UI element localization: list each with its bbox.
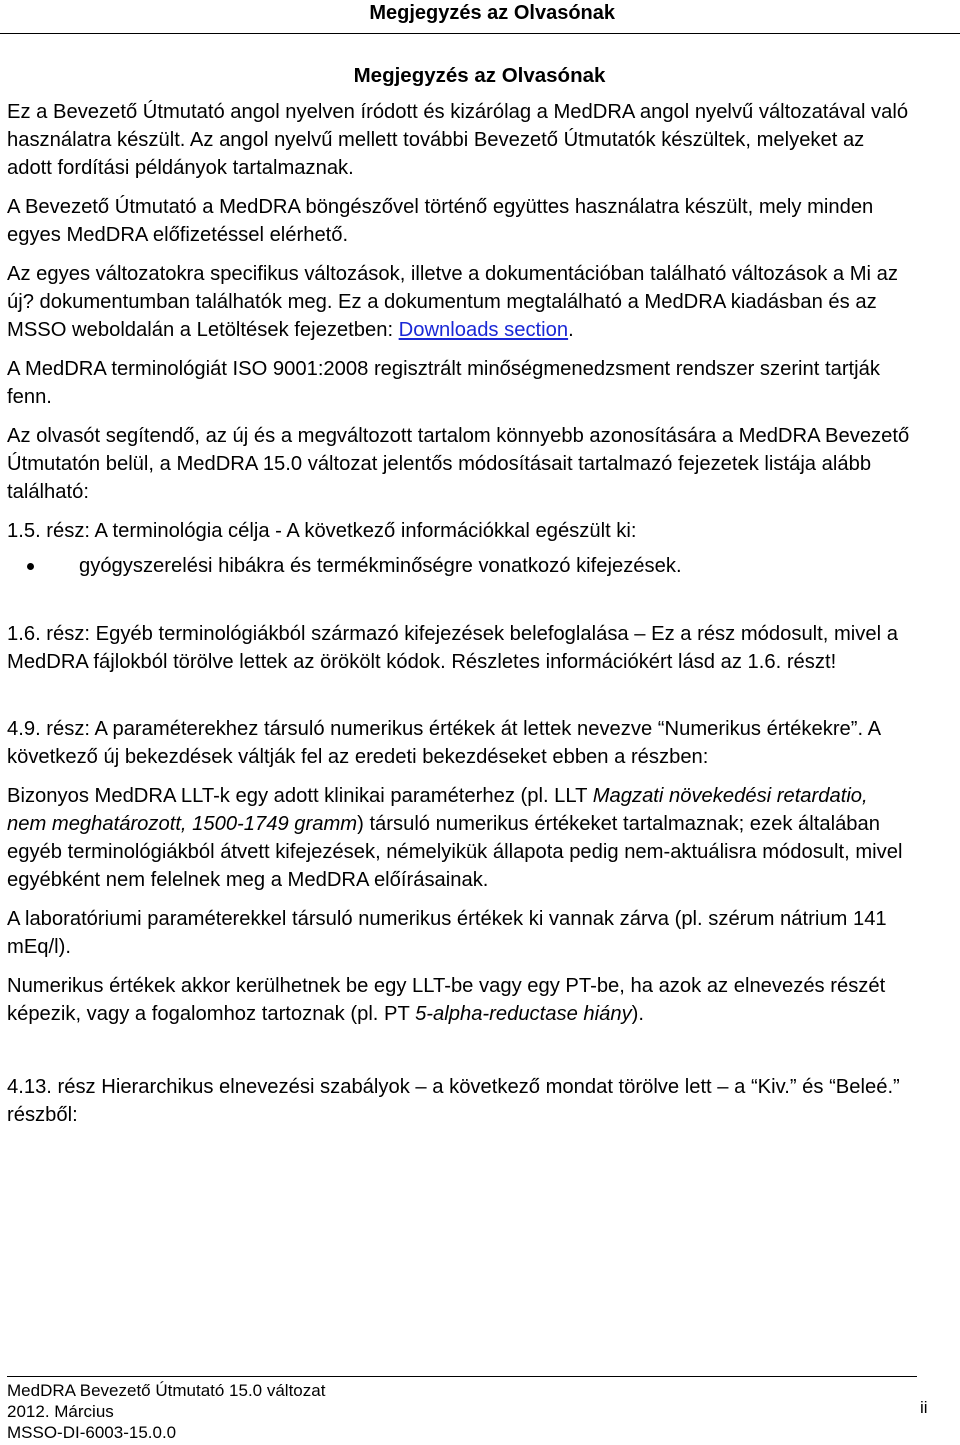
- page-number: ii: [920, 1398, 928, 1417]
- document-body: [7, 62, 912, 1140]
- header-rule: [0, 33, 960, 34]
- page-footer: [7, 1380, 325, 1443]
- paragraph-iso: A MedDRA terminológiát ISO 9001:2008 regisztrált minőségmenedzsment rendszer szerint tartják fenn.: [7, 358, 880, 408]
- bullet-icon: [27, 563, 34, 570]
- paragraph-intro: Ez a Bevezető Útmutató angol nyelven íródott és kizárólag a MedDRA angol nyelvű változatával való használatra készült. Az angol nyelvű mellett további Bevezető Útmutatók készültek, melyeket az adott fordítási példányok tartalmaznak.: [7, 101, 909, 179]
- list-item: [7, 552, 912, 580]
- spacer: [7, 1039, 912, 1073]
- running-header: Megjegyzés az Olvasónak: [369, 2, 615, 24]
- paragraph-browser: A Bevezető Útmutató a MedDRA böngészővel történő együttes használatra készült, mely minden egyes MedDRA előfizetéssel elérhető.: [7, 196, 874, 246]
- paragraph-changes-text: Az egyes változatokra specifikus változások, illetve a dokumentációban található változások a Mi az új? dokumentumban találhatók meg. Ez a dokumentum megtalálható a MedDRA kiadásban és az MSSO weboldalán a Letöltések fejezetben:: [7, 263, 898, 341]
- footer-doc-title: MedDRA Bevezető Útmutató 15.0 változat: [7, 1381, 326, 1400]
- bullet-list: [7, 552, 912, 580]
- spacer: [7, 687, 912, 715]
- paragraph-changes-end: .: [568, 319, 574, 341]
- paragraph-numeric-text-b: ).: [631, 1003, 645, 1025]
- paragraph-section-4-9: 4.9. rész: A paraméterekhez társuló numerikus értékek át lettek nevezve “Numerikus értékekre”. A következő új bekezdések váltják fel az eredeti bekezdéseket ebben a részben:: [7, 718, 880, 768]
- paragraph-section-1-6: 1.6. rész: Egyéb terminológiákból származó kifejezések belefoglalása – Ez a rész módosult, mivel a MedDRA fájlokból törölve lettek az örökölt kódok. Részletes információkért lásd az 1.6. részt!: [7, 623, 898, 673]
- paragraph-numeric-example: 5-alpha-reductase hiány: [415, 1003, 632, 1025]
- footer-doc-id: MSSO-DI-6003-15.0.0: [7, 1423, 177, 1442]
- paragraph-section-4-13: 4.13. rész Hierarchikus elnevezési szabályok – a következő mondat törölve lett – a “Kiv.” és “Beleé.” részből:: [7, 1076, 900, 1126]
- paragraph-llt-text-a: Bizonyos MedDRA LLT-k egy adott klinikai paraméterhez (pl. LLT: [7, 785, 593, 807]
- spacer: [7, 580, 912, 620]
- paragraph-llt-numeric: [7, 782, 912, 894]
- paragraph-lab-params: A laboratóriumi paraméterekkel társuló numerikus értékek ki vannak zárva (pl. szérum nátrium 141 mEq/l).: [7, 908, 887, 958]
- paragraph-llt-text-b: ) társuló numerikus értékeket tartalmaznak; ezek általában egyéb terminológiákból átvett kifejezések, némelyikük állapota pedig nem-aktuálisra módosult, mivel egyébként nem felelnek meg a MedDRA előírásainak.: [7, 813, 903, 891]
- paragraph-llt-example: Magzati növekedési retardatio, nem meghatározott, 1500-1749 gramm: [7, 785, 868, 835]
- paragraph-section-1-5: 1.5. rész: A terminológia célja - A következő információkkal egészült ki:: [7, 520, 637, 542]
- paragraph-changes: [7, 260, 912, 344]
- paragraph-numeric-text-a: Numerikus értékek akkor kerülhetnek be egy LLT-be vagy egy PT-be, ha azok az elnevezés részét képezik, vagy a fogalomhoz tartoznak (pl. PT: [7, 975, 886, 1025]
- paragraph-reader-help: Az olvasót segítendő, az új és a megváltozott tartalom könnyebb azonosítására a MedDRA Bevezető Útmutatón belül, a MedDRA 15.0 változat jelentős módosításait tartalmazó fejezetek listája alább található:: [7, 425, 910, 503]
- bullet-text: gyógyszerelési hibákra és termékminőségre vonatkozó kifejezések.: [79, 555, 682, 577]
- paragraph-numeric-values: [7, 972, 912, 1028]
- footer-date: 2012. Március: [7, 1402, 114, 1421]
- downloads-section-link[interactable]: Downloads section: [398, 319, 569, 341]
- document-title: Megjegyzés az Olvasónak: [353, 64, 606, 87]
- footer-rule: [7, 1376, 917, 1377]
